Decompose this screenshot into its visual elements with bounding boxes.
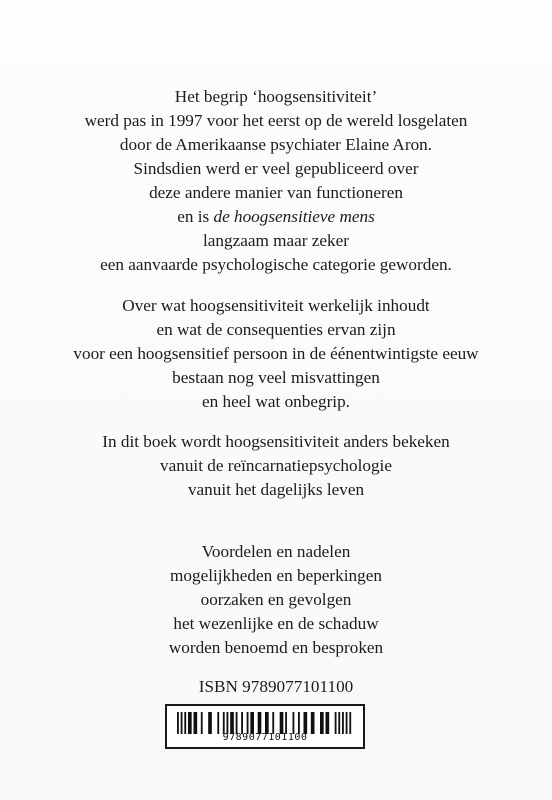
barcode-bars [177, 712, 353, 734]
paragraph2-line4: bestaan nog veel misvattingen [172, 368, 380, 387]
paragraph1-line5: deze andere manier van functioneren [149, 183, 403, 202]
barcode-bar [280, 712, 284, 734]
barcode-bar [241, 712, 243, 734]
barcode-bar [188, 712, 192, 734]
barcode-bar [346, 712, 348, 734]
barcode [165, 704, 365, 749]
paragraph4-line3: oorzaken en gevolgen [200, 590, 352, 609]
paragraph1-line8: een aanvaarde psychologische categorie geworden. [100, 255, 452, 274]
barcode-bar [298, 712, 300, 734]
paragraph1-line1: Het begrip ‘hoogsensitiviteit’ [174, 87, 378, 106]
barcode-bar [335, 712, 337, 734]
isbn-label: ISBN 9789077101100 [198, 677, 354, 696]
paragraph3-line1: In dit boek wordt hoogsensitiviteit anders bekeken [102, 432, 450, 451]
paragraph3-line3: vanuit het dagelijks leven [187, 480, 365, 499]
barcode-bar [247, 712, 249, 734]
barcode-bar [208, 712, 212, 734]
barcode-bar [349, 712, 351, 734]
paragraph1-line6-italic: de hoogsensitieve mens [213, 207, 375, 226]
barcode-bar [285, 712, 287, 734]
barcode-bar [272, 712, 274, 734]
barcode-bar [236, 712, 238, 734]
paragraph4-line1: Voordelen en nadelen [201, 542, 351, 561]
barcode-bar [304, 712, 308, 734]
barcode-bar [184, 712, 186, 734]
barcode-bar [194, 712, 198, 734]
paragraph2-line1: Over wat hoogsensitiviteit werkelijk inhoudt [122, 296, 430, 315]
paragraph2-line5: en heel wat onbegrip. [202, 392, 350, 411]
paragraph1-line4: Sindsdien werd er veel gepubliceerd over [133, 159, 419, 178]
paragraph1-line6 [0, 206, 552, 228]
barcode-bar [250, 712, 254, 734]
barcode-bar [217, 712, 219, 734]
paragraph2-line3: voor een hoogsensitief persoon in de éénentwintigste eeuw [73, 344, 479, 363]
paragraph4-line5: worden benoemd en besproken [168, 638, 384, 657]
barcode-bar [223, 712, 225, 734]
barcode-bar [177, 712, 179, 734]
barcode-bar [342, 712, 344, 734]
paragraph2-line2: en wat de consequenties ervan zijn [156, 320, 396, 339]
paragraph3-line2: vanuit de reïncarnatiepsychologie [160, 456, 392, 475]
paragraph4-line4: het wezenlijke en de schaduw [173, 614, 379, 633]
paragraph1-line2: werd pas in 1997 voor het eerst op de wereld losgelaten [84, 111, 468, 130]
paragraph1-line7: langzaam maar zeker [203, 231, 349, 250]
barcode-bar [293, 712, 295, 734]
barcode-bar [265, 712, 269, 734]
paragraph4-line2: mogelijkheden en beperkingen [170, 566, 382, 585]
barcode-bar [326, 712, 330, 734]
paragraph1-line3: door de Amerikaanse psychiater Elaine Aron. [119, 135, 433, 154]
barcode-bar [258, 712, 262, 734]
barcode-bar [311, 712, 315, 734]
barcode-bar [227, 712, 229, 734]
barcode-bar [338, 712, 340, 734]
barcode-bar [230, 712, 234, 734]
barcode-bar [201, 712, 203, 734]
barcode-bar [320, 712, 324, 734]
barcode-bar [181, 712, 183, 734]
paragraph1-line6-prefix: en is [177, 207, 214, 226]
barcode-number: 9789077101100 [222, 732, 308, 743]
